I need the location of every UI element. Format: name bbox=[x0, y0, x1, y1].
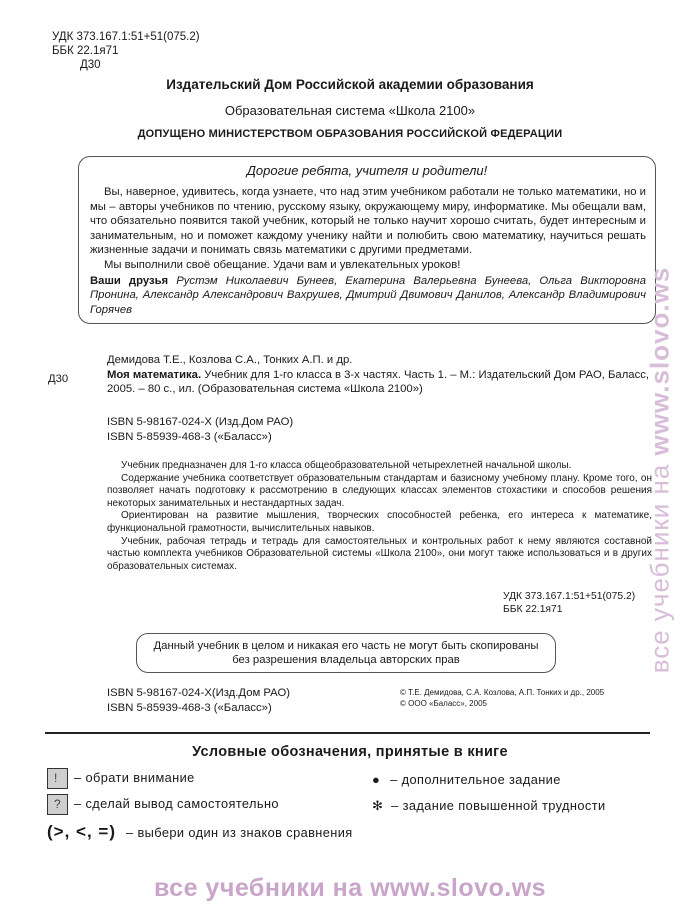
isbn-rao-bottom: ISBN 5-98167-024-X(Изд.Дом РАО) bbox=[107, 687, 290, 699]
udk-code-bottom: УДК 373.167.1:51+51(075.2) bbox=[503, 591, 636, 602]
friends-names: Рустэм Николаевич Бунеев, Екатерина Валерьевна Бунеева, Ольга Викторовна Пронина, Александр Александрович Вахрушев, Дмитрий Двимович Данилов, Александр Владимирович Горячев bbox=[90, 274, 646, 316]
bbk-code: ББК 22.1я71 bbox=[52, 45, 119, 57]
greeting-text bbox=[90, 185, 646, 317]
bottom-watermark: все учебники на www.slovo.ws bbox=[153, 874, 547, 902]
catalog-code: Д30 bbox=[80, 59, 101, 71]
isbn-balass: ISBN 5-85939-468-3 («Баласс») bbox=[107, 430, 272, 443]
udk-header bbox=[52, 30, 200, 72]
legend-extra-label: – дополнительное задание bbox=[390, 772, 561, 787]
comparison-signs: (>, <, =) bbox=[47, 822, 116, 841]
bbk-code-bottom: ББК 22.1я71 bbox=[503, 603, 563, 615]
conclusion-icon: ? bbox=[47, 794, 68, 815]
section-divider bbox=[45, 732, 650, 734]
legend-compare bbox=[47, 822, 353, 842]
book-title: Моя математика. bbox=[107, 368, 202, 381]
bibliographic-record bbox=[107, 353, 652, 397]
friends-signature bbox=[90, 274, 646, 318]
annotation-paragraph: Содержание учебника соответствует образовательным стандартам и базисному учебному плану. Кроме того, он позволяет начать подготовку к рассмотрению в следующих классах элементов стохастики и способов решения некоторых занимательных и нестандартных задач. bbox=[107, 472, 652, 509]
isbn-list-bottom bbox=[107, 686, 290, 715]
udk-code: УДК 373.167.1:51+51(075.2) bbox=[52, 31, 200, 43]
legend-hard-label: – задание повышенной трудности bbox=[391, 798, 606, 813]
book-authors: Демидова Т.Е., Козлова С.А., Тонких А.П. и др. bbox=[107, 354, 353, 366]
annotation-paragraph: Ориентирован на развитие мышления, творческих способностей ребенка, его интереса к математике, функциональной грамотности, вычислительных навыков. bbox=[107, 510, 652, 534]
copyright-publisher: © ООО «Баласс», 2005 bbox=[400, 699, 487, 708]
copyright-notice bbox=[136, 639, 556, 667]
legend-hard bbox=[372, 798, 606, 814]
udk-footer bbox=[503, 591, 635, 616]
annotation-paragraph: Учебник, рабочая тетрадь и тетрадь для самостоятельных и контрольных работ к нему являются составной частью комплекта учебников Образовательной системы «Школа 2100», они могут также использоваться и в других образовательных системах. bbox=[107, 535, 652, 572]
greeting-paragraph-2: Мы выполнили своё обещание. Удачи вам и увлекательных уроков! bbox=[104, 258, 461, 271]
side-watermark-light: все учебники на bbox=[644, 455, 675, 674]
annotation-paragraph: Учебник предназначен для 1-го класса общеобразовательной четырехлетней начальной школы. bbox=[121, 460, 572, 471]
legend-conclusion bbox=[47, 794, 279, 815]
asterisk-icon: ✻ bbox=[372, 798, 384, 813]
attention-icon: ! bbox=[47, 768, 68, 789]
legend-conclusion-label: – сделай вывод самостоятельно bbox=[74, 795, 279, 811]
legend-compare-label: – выбери один из знаков сравнения bbox=[125, 825, 353, 840]
side-watermark bbox=[645, 267, 676, 674]
side-catalog-code: Д30 bbox=[48, 373, 69, 385]
bullet-icon: ● bbox=[372, 772, 381, 787]
legend-attention bbox=[47, 768, 195, 789]
isbn-balass-bottom: ISBN 5-85939-468-3 («Баласс») bbox=[107, 701, 272, 714]
ministry-approval: ДОПУЩЕНО МИНИСТЕРСТВОМ ОБРАЗОВАНИЯ РОССИЙСКОЙ ФЕДЕРАЦИИ bbox=[137, 128, 563, 140]
isbn-rao: ISBN 5-98167-024-X (Изд.Дом РАО) bbox=[107, 416, 294, 428]
copyright-authors: © Т.Е. Демидова, С.А. Козлова, А.П. Тонких и др., 2005 bbox=[400, 688, 605, 697]
book-description: Учебник для 1-го класса в 3-х частях. Часть 1. – М.: Издательский Дом РАО, Баласс, 2005. – 80 с., ил. (Образовательная система «Школа 2100») bbox=[107, 368, 650, 395]
education-system: Образовательная система «Школа 2100» bbox=[224, 103, 476, 118]
legend-extra bbox=[372, 772, 561, 787]
side-watermark-site: www.slovo.ws bbox=[644, 266, 675, 456]
copyright-notice-line: без разрешения владельца авторских прав bbox=[232, 654, 460, 666]
friends-label: Ваши друзья bbox=[90, 274, 169, 287]
copyright-notice-line: Данный учебник в целом и никакая его часть не могут быть скопированы bbox=[153, 640, 539, 652]
legend-attention-label: – обрати внимание bbox=[74, 769, 195, 785]
copyright-lines bbox=[400, 687, 604, 709]
greeting-title: Дорогие ребята, учителя и родители! bbox=[246, 163, 488, 178]
annotation bbox=[107, 460, 652, 573]
book-description-line bbox=[107, 368, 652, 397]
isbn-list bbox=[107, 415, 293, 444]
publisher-name: Издательский Дом Российской академии образования bbox=[166, 77, 534, 92]
legend-title: Условные обозначения, принятые в книге bbox=[192, 744, 508, 760]
greeting-paragraph-1: Вы, наверное, удивитесь, когда узнаете, что над этим учебником работали не только математики, но и мы – авторы учебников по чтению, русскому языку, окружающему миру, информатике. Мы обещали вам, что обязательно появится такой учебник, который не только научит хорошо считать, будет интересным и занимательным, но и поможет каждому ученику найти и полюбить свою математику, научиться решать жизненные задачи и понимать связь математики с другими предметами. bbox=[90, 186, 646, 257]
